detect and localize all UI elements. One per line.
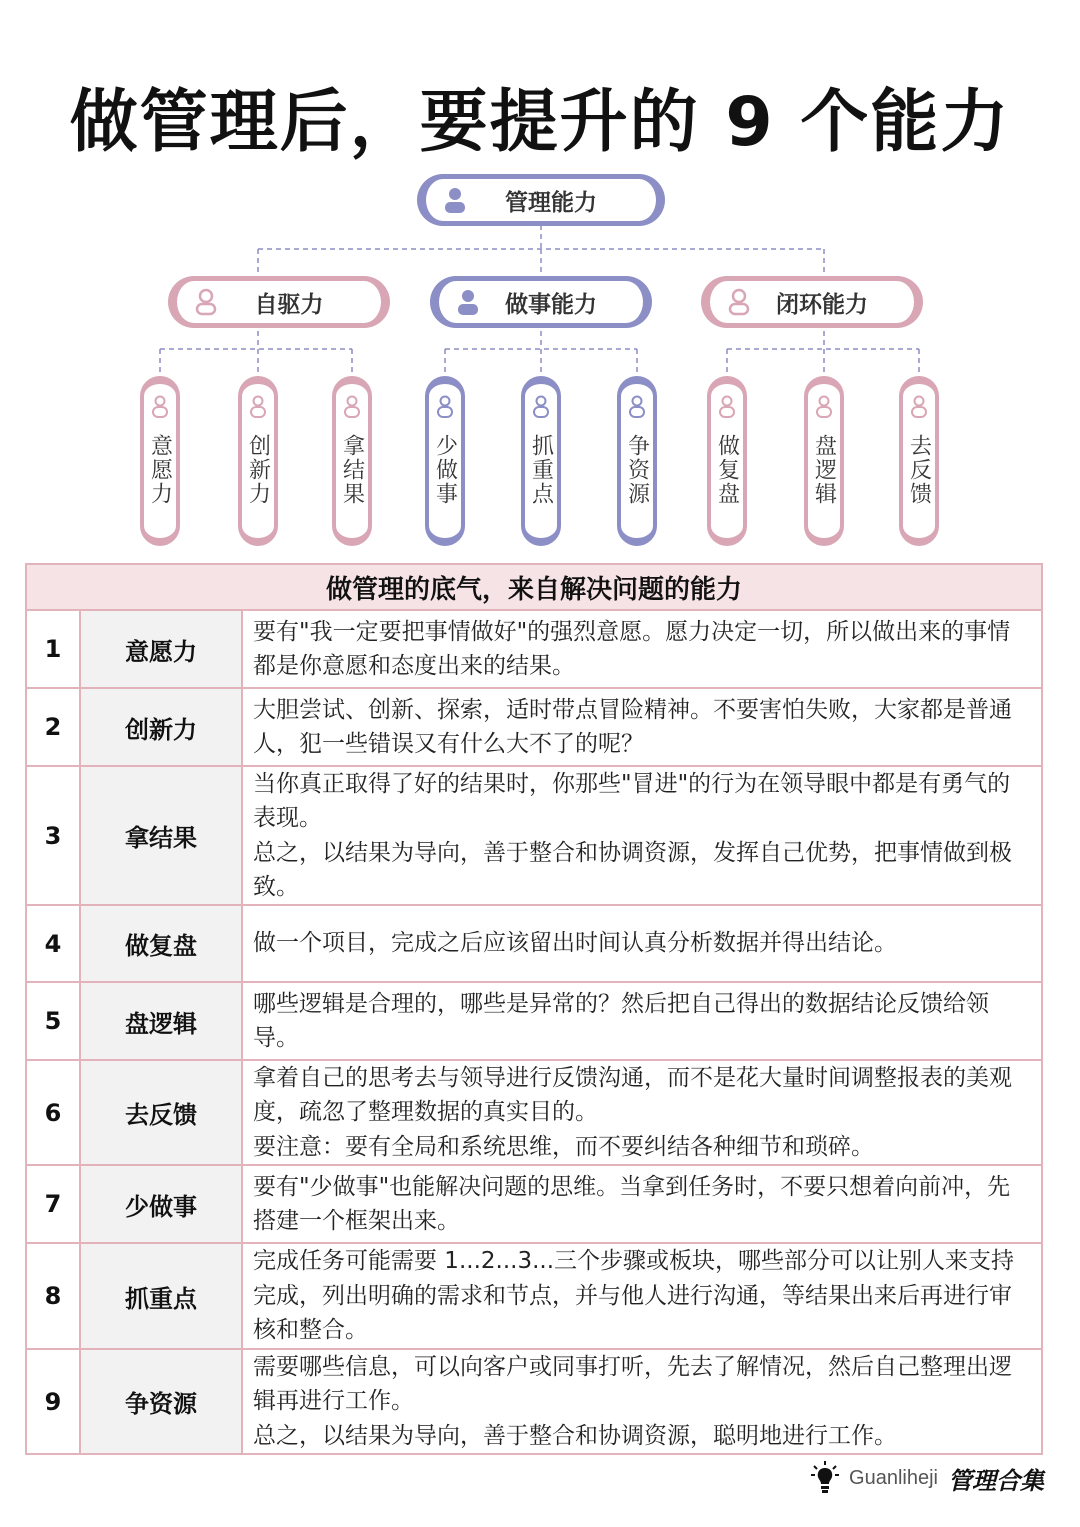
row-description [243,689,1041,765]
row-description [243,1166,1041,1242]
description-line: 总之，以结果为导向，善于整合和协调资源，聪明地进行工作。 [253,1422,897,1449]
row-number: 1 [27,611,81,687]
row-description [243,1061,1041,1164]
table-row [27,1244,1041,1350]
tree-leaf-label: 抓重点 [528,434,554,506]
table-row [27,983,1041,1061]
row-ability-name: 拿结果 [81,767,243,904]
person-outline-icon [531,394,551,420]
row-ability-name: 抓重点 [81,1244,243,1348]
description-line: 要有"我一定要把事情做好"的强烈意愿。愿力决定一切，所以做出来的事情都是你意愿和态度出来的结果。 [253,618,1011,679]
table-row [27,1166,1041,1244]
row-number: 6 [27,1061,81,1164]
table-row [27,611,1041,689]
tree-leaf-label: 少做事 [432,434,458,506]
footer-brand-cn: 管理合集 [948,1465,1044,1495]
description-line: 要有"少做事"也能解决问题的思维。当拿到任务时，不要只想着向前冲，先搭建一个框架出来。 [253,1173,1011,1234]
description-line: 当你真正取得了好的结果时，你那些"冒进"的行为在领导眼中都是有勇气的表现。 [253,770,1011,831]
tree-leaf [425,376,465,546]
table-row [27,767,1041,906]
tree-leaf [899,376,939,546]
tree-leaf-label: 去反馈 [906,434,932,506]
description-line: 完成任务可能需要 1...2...3...三个步骤或板块，哪些部分可以让别人来支持完成，列出明确的需求和节点，并与他人进行沟通，等结果出来后再进行审核和整合。 [253,1248,1015,1344]
row-ability-name: 去反馈 [81,1061,243,1164]
person-outline-icon [248,394,268,420]
description-line: 大胆尝试、创新、探索，适时带点冒险精神。不要害怕失败，大家都是普通人，犯一些错误又有什么大不了的呢？ [253,696,1012,757]
footer-brand [811,1458,1044,1498]
lightbulb-icon [811,1460,839,1496]
ability-tree [0,0,1080,560]
row-description [243,906,1041,981]
row-description [243,767,1041,904]
table-row [27,1350,1041,1453]
row-number: 8 [27,1244,81,1348]
row-number: 3 [27,767,81,904]
row-ability-name: 创新力 [81,689,243,765]
tree-root [417,174,665,226]
person-outline-icon [909,394,929,420]
description-line: 拿着自己的思考去与领导进行反馈沟通，而不是花大量时间调整报表的美观度，疏忽了整理数据的真实目的。 [253,1064,1012,1126]
person-outline-icon [191,287,221,317]
person-outline-icon [814,394,834,420]
person-icon [453,287,483,317]
row-ability-name: 争资源 [81,1350,243,1453]
row-ability-name: 少做事 [81,1166,243,1242]
description-line: 总之，以结果为导向，善于整合和协调资源，发挥自己优势，把事情做到极致。 [253,839,1012,900]
table-row [27,1061,1041,1166]
row-number: 7 [27,1166,81,1242]
ability-table [25,563,1043,1455]
person-outline-icon [717,394,737,420]
tree-branch-self-drive [168,276,390,328]
row-description [243,1244,1041,1348]
tree-leaf [617,376,657,546]
tree-leaf-label: 争资源 [624,434,650,506]
description-line: 做一个项目，完成之后应该留出时间认真分析数据并得出结论。 [253,930,897,957]
tree-root-label: 管理能力 [505,189,597,216]
table-row [27,689,1041,767]
person-outline-icon [724,287,754,317]
table-row [27,906,1041,983]
row-number: 4 [27,906,81,981]
row-number: 9 [27,1350,81,1453]
person-outline-icon [150,394,170,420]
footer-brand-en: Guanliheji [849,1466,938,1489]
tree-branch-label: 做事能力 [505,291,597,318]
tree-leaf [332,376,372,546]
page-title: 做管理后，要提升的 9 个能力 [69,83,1011,162]
tree-leaf [238,376,278,546]
person-icon [440,185,470,215]
row-number: 2 [27,689,81,765]
tree-leaf [521,376,561,546]
tree-branch-label: 自驱力 [254,291,324,318]
tree-leaf [140,376,180,546]
row-ability-name: 做复盘 [81,906,243,981]
row-description [243,611,1041,687]
row-description [243,983,1041,1059]
tree-branch-closed-loop [701,276,923,328]
tree-leaf-label: 创新力 [245,434,271,506]
row-ability-name: 盘逻辑 [81,983,243,1059]
row-number: 5 [27,983,81,1059]
person-outline-icon [627,394,647,420]
description-line: 需要哪些信息，可以向客户或同事打听，先去了解情况，然后自己整理出逻辑再进行工作。 [253,1353,1012,1415]
table-header: 做管理的底气，来自解决问题的能力 [27,565,1041,611]
tree-leaf [804,376,844,546]
person-outline-icon [342,394,362,420]
tree-leaf-label: 盘逻辑 [811,434,837,506]
tree-leaf [707,376,747,546]
tree-leaf-label: 意愿力 [147,434,173,506]
tree-branch-label: 闭环能力 [776,291,868,318]
row-description [243,1350,1041,1453]
description-line: 要注意：要有全局和系统思维，而不要纠结各种细节和琐碎。 [253,1133,874,1160]
tree-leaf-label: 拿结果 [339,434,365,506]
person-outline-icon [435,394,455,420]
tree-branch-execution [430,276,652,328]
tree-leaf-label: 做复盘 [714,434,740,506]
description-line: 哪些逻辑是合理的，哪些是异常的？然后把自己得出的数据结论反馈给领导。 [253,990,989,1051]
row-ability-name: 意愿力 [81,611,243,687]
